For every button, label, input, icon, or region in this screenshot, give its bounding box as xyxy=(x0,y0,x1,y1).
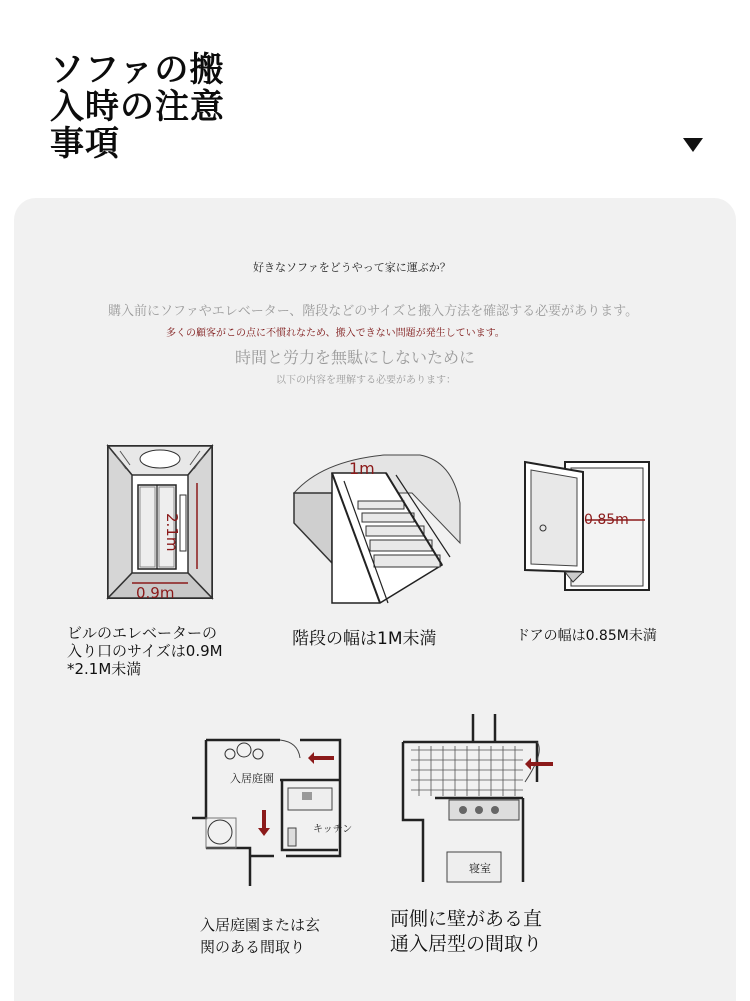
title-line: 入時の注意 xyxy=(50,87,225,127)
room-label: 入居庭園 xyxy=(230,772,274,785)
page-title xyxy=(50,52,240,163)
intro-line: 購入前にソファやエレベーター、階段などのサイズと搬入方法を確認する必要があります。 xyxy=(108,304,639,319)
stairs-illustration xyxy=(292,453,462,605)
intro-question: 好きなソファをどうやって家に運ぶか？ xyxy=(253,261,451,274)
intro-line: 以下の内容を理解する必要があります： xyxy=(276,375,456,386)
elevator-illustration xyxy=(104,443,216,601)
intro-warning: 多くの顧客がこの点に不慣れなため、搬入できない問題が発生しています。 xyxy=(166,328,505,339)
chevron-down-icon[interactable] xyxy=(683,138,703,152)
room-label: キッチン xyxy=(313,824,353,835)
title-line: ソファの搬 xyxy=(50,50,225,90)
garden-floorplan-caption xyxy=(200,914,390,958)
caption-line: ドアの幅は0.85M未満 xyxy=(516,628,657,644)
door-width-label: 0.85m xyxy=(584,512,629,528)
intro-line: 時間と労力を無駄にしないために xyxy=(235,348,476,367)
caption-line: 入り口のサイズは0.9M xyxy=(67,642,223,660)
caption-line: 両側に壁がある直 xyxy=(390,908,543,930)
caption-line: 階段の幅は1M未満 xyxy=(292,629,437,649)
caption-line: *2.1M未満 xyxy=(67,660,142,678)
straight-floorplan-caption xyxy=(390,907,590,957)
room-label: 寝室 xyxy=(469,862,491,875)
stairs-caption xyxy=(292,624,436,649)
caption-line: 関のある間取り xyxy=(200,938,306,956)
garden-floorplan-illustration xyxy=(190,738,360,888)
elevator-width-label: 0.9m xyxy=(136,584,175,602)
elevator-caption xyxy=(67,624,257,678)
caption-line: 入居庭園または玄 xyxy=(200,916,321,934)
caption-line: 通入居型の間取り xyxy=(390,933,543,955)
stairs-width-label: 1m xyxy=(349,459,375,478)
caption-line: ビルのエレベーターの xyxy=(67,624,218,642)
door-caption xyxy=(516,625,657,645)
elevator-height-label: 2.1m xyxy=(163,513,181,552)
title-line: 事項 xyxy=(50,124,120,164)
